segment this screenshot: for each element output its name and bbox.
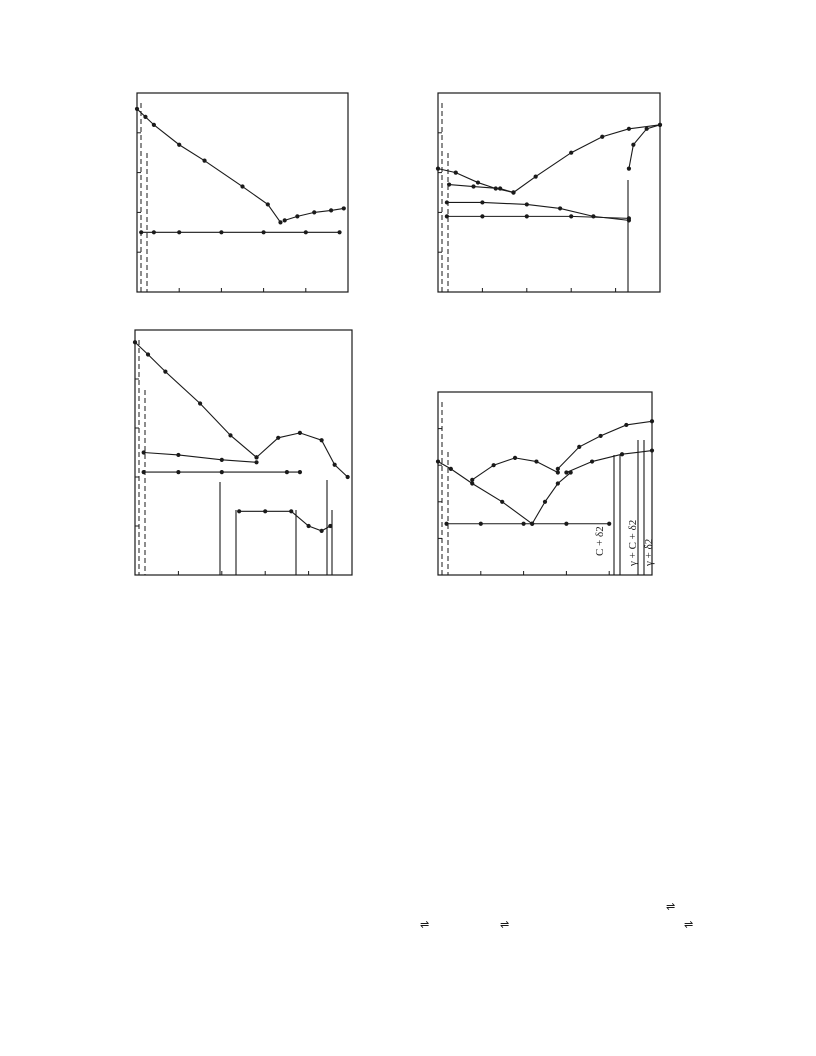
data-point — [278, 220, 282, 224]
data-point — [320, 529, 324, 533]
plot-frame — [438, 93, 660, 292]
data-point — [143, 115, 147, 119]
data-point — [436, 459, 440, 463]
data-point — [436, 167, 440, 171]
data-point — [262, 230, 266, 234]
data-point — [202, 159, 206, 163]
chart-panel-top-left — [135, 93, 348, 292]
reaction-arrow-3: ⇌ — [666, 901, 676, 913]
data-point — [564, 522, 568, 526]
reaction-arrow-4: ⇌ — [684, 919, 694, 931]
data-point — [254, 455, 258, 459]
annotation-gamma-c-delta2: γ + C + δ2 — [627, 519, 639, 566]
data-point — [577, 445, 581, 449]
data-point — [480, 200, 484, 204]
data-point — [454, 171, 458, 175]
data-point — [631, 143, 635, 147]
data-point — [591, 214, 595, 218]
reaction-arrow-2: ⇌ — [500, 919, 510, 931]
data-point — [627, 127, 631, 131]
data-point — [556, 467, 560, 471]
series-line-5 — [566, 451, 652, 473]
data-point — [650, 448, 654, 452]
annotation-c-delta2: C + δ2 — [594, 526, 606, 556]
data-point — [445, 214, 449, 218]
data-point — [590, 459, 594, 463]
reaction-arrow-1: ⇌ — [420, 919, 430, 931]
data-point — [139, 230, 143, 234]
data-point — [500, 500, 504, 504]
series-line-2 — [257, 433, 348, 477]
series-line-2 — [513, 125, 660, 193]
data-point — [304, 230, 308, 234]
data-point — [298, 431, 302, 435]
data-point — [266, 202, 270, 206]
plot-frame — [135, 330, 352, 575]
data-point — [283, 218, 287, 222]
data-point — [569, 151, 573, 155]
data-point — [135, 107, 139, 111]
data-point — [447, 182, 451, 186]
data-point — [444, 522, 448, 526]
data-point — [142, 470, 146, 474]
chart-panel-bottom-right — [436, 392, 654, 575]
chart-panel-top-right — [436, 93, 662, 292]
data-point — [525, 214, 529, 218]
data-point — [445, 200, 449, 204]
data-point — [285, 470, 289, 474]
data-point — [645, 127, 649, 131]
data-point — [177, 143, 181, 147]
data-point — [307, 524, 311, 528]
data-point — [620, 452, 624, 456]
data-point — [522, 522, 526, 526]
data-point — [237, 509, 241, 513]
data-point — [498, 186, 502, 190]
data-point — [543, 500, 547, 504]
series-line-3 — [449, 185, 513, 193]
footer-arrows — [420, 901, 693, 931]
data-point — [556, 470, 560, 474]
data-point — [333, 463, 337, 467]
data-point — [624, 423, 628, 427]
data-point — [492, 463, 496, 467]
data-point — [627, 167, 631, 171]
data-point — [556, 481, 560, 485]
data-point — [263, 509, 267, 513]
data-point — [342, 206, 346, 210]
data-point — [534, 459, 538, 463]
data-point — [564, 470, 568, 474]
data-point — [220, 470, 224, 474]
data-point — [176, 453, 180, 457]
annotations — [594, 520, 655, 567]
data-point — [289, 509, 293, 513]
data-point — [511, 190, 515, 194]
data-point — [240, 184, 244, 188]
data-point — [254, 460, 258, 464]
data-point — [312, 210, 316, 214]
plot-frame — [137, 93, 348, 292]
data-point — [276, 436, 280, 440]
data-point — [298, 470, 302, 474]
data-point — [133, 340, 137, 344]
series-line-5 — [239, 511, 330, 531]
data-point — [346, 475, 350, 479]
data-point — [176, 470, 180, 474]
series-line-3 — [532, 473, 571, 524]
data-point — [320, 438, 324, 442]
data-point — [329, 208, 333, 212]
data-point — [569, 214, 573, 218]
data-point — [658, 123, 662, 127]
data-point — [177, 230, 181, 234]
series-line-1 — [137, 109, 280, 222]
data-point — [142, 450, 146, 454]
data-point — [480, 214, 484, 218]
data-point — [479, 522, 483, 526]
data-point — [471, 184, 475, 188]
data-point — [163, 370, 167, 374]
data-point — [146, 352, 150, 356]
data-point — [152, 123, 156, 127]
series-line-2 — [472, 458, 558, 480]
series-line-3 — [144, 453, 257, 463]
data-point — [228, 433, 232, 437]
data-point — [599, 434, 603, 438]
data-point — [219, 230, 223, 234]
data-point — [449, 467, 453, 471]
series-line-5 — [447, 216, 629, 218]
annotation-gamma-delta2: γ + δ2 — [643, 538, 655, 566]
data-point — [650, 419, 654, 423]
data-point — [470, 478, 474, 482]
chart-panel-bottom-left — [133, 330, 352, 575]
data-point — [220, 458, 224, 462]
data-point — [558, 206, 562, 210]
data-point — [198, 401, 202, 405]
data-point — [607, 522, 611, 526]
data-point — [534, 174, 538, 178]
data-point — [513, 456, 517, 460]
data-point — [470, 481, 474, 485]
data-point — [600, 135, 604, 139]
series-line-1 — [135, 342, 257, 457]
data-point — [337, 230, 341, 234]
data-point — [295, 214, 299, 218]
data-point — [476, 180, 480, 184]
data-point — [152, 230, 156, 234]
data-point — [525, 202, 529, 206]
